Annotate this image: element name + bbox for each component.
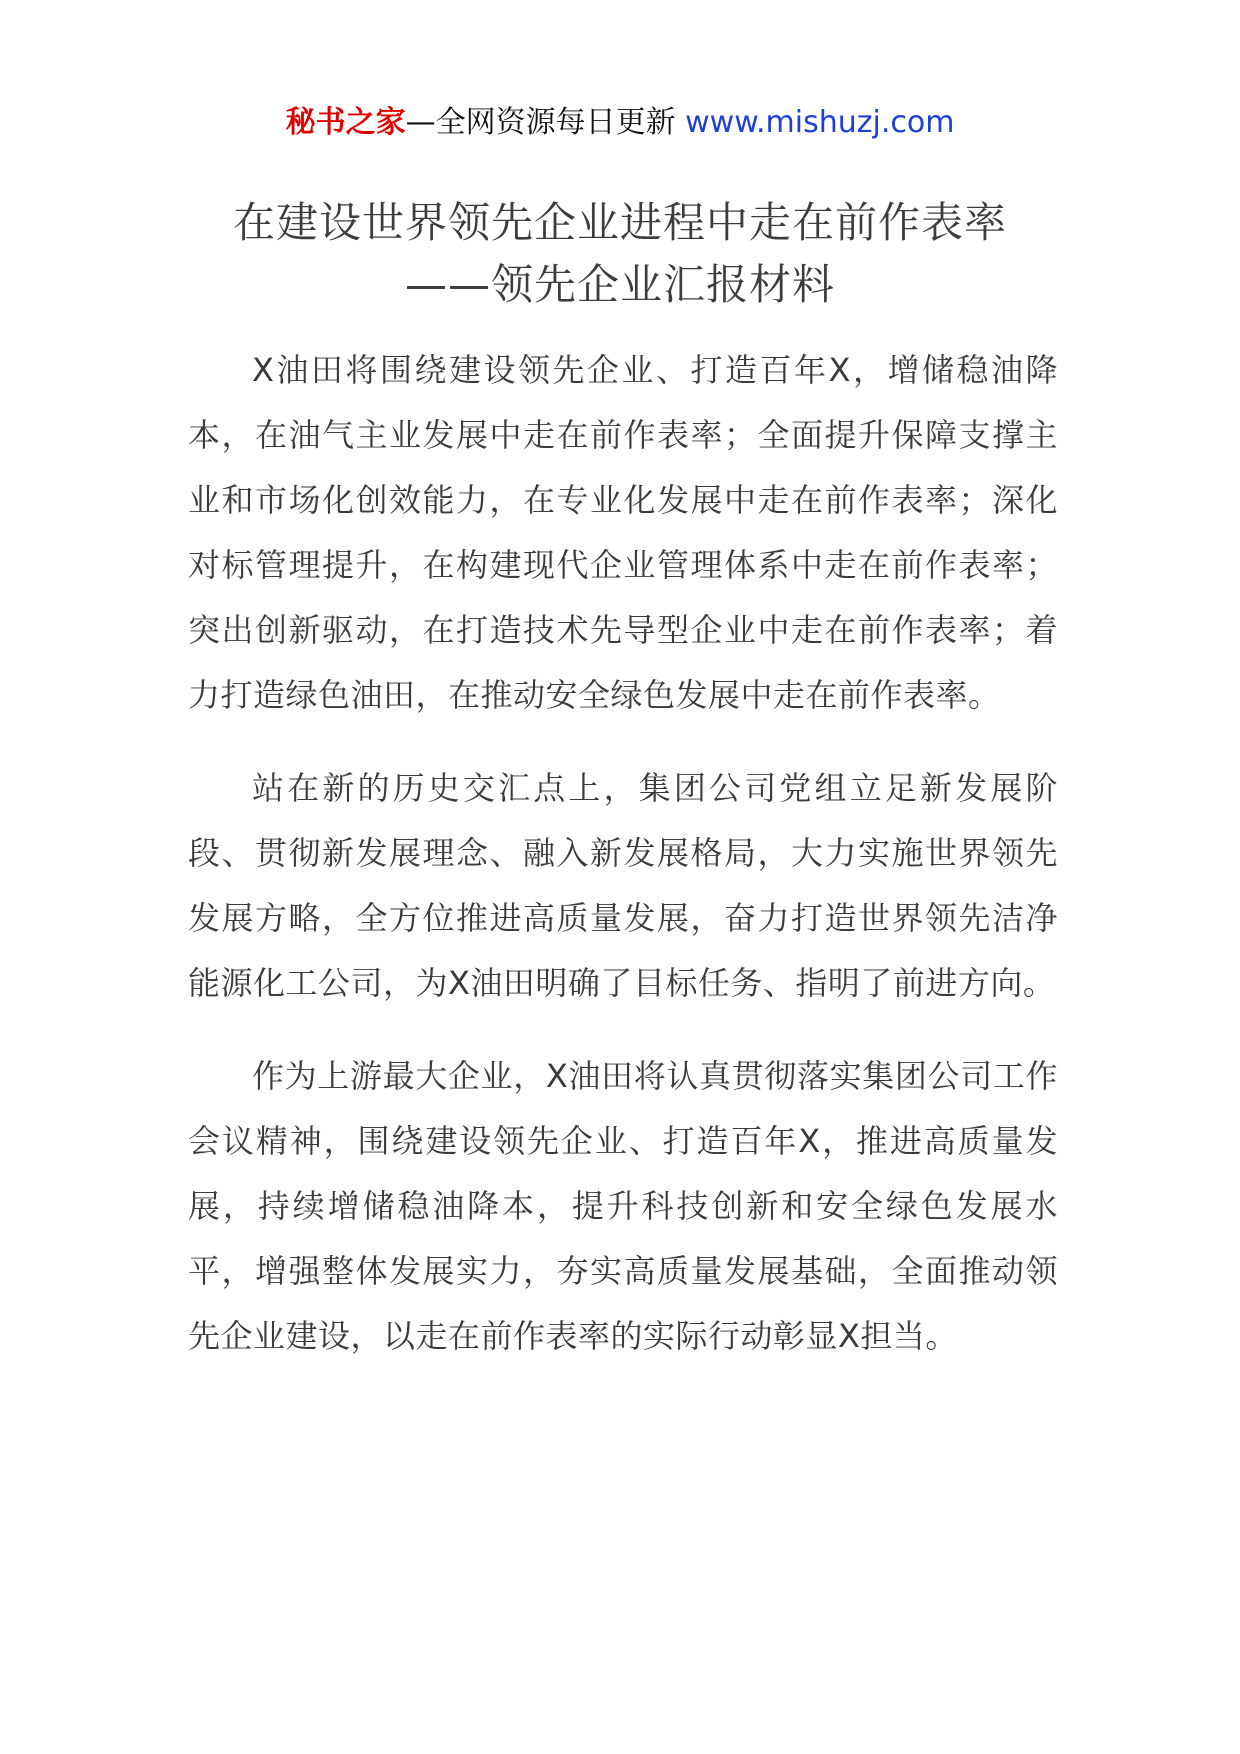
paragraph-1: X油田将围绕建设领先企业、打造百年X，增储稳油降本，在油气主业发展中走在前作表率；全面提升保障支撑主业和市场化创效能力，在专业化发展中走在前作表率；深化对标管理提升，在构建现代企业管理体系中走在前作表率；突出创新驱动，在打造技术先导型企业中走在前作表率；着力打造绿色油田，在推动安全绿色发展中走在前作表率。: [188, 351, 1058, 714]
document-body: [188, 338, 1058, 1397]
paragraph-2: 站在新的历史交汇点上，集团公司党组立足新发展阶段、贯彻新发展理念、融入新发展格局，大力实施世界领先发展方略，全方位推进高质量发展，奋力打造世界领先洁净能源化工公司，为X油田明确了目标任务、指明了前进方向。: [188, 769, 1058, 1002]
paragraph-3: 作为上游最大企业，X油田将认真贯彻落实集团公司工作会议精神，围绕建设领先企业、打造百年X，推进高质量发展，持续增储稳油降本，提升科技创新和安全绿色发展水平，增强整体发展实力，夯实高质量发展基础，全面推动领先企业建设，以走在前作表率的实际行动彰显X担当。: [188, 1057, 1058, 1355]
document-title: [0, 192, 1240, 316]
site-header: [0, 100, 1240, 146]
site-url-link[interactable]: www.mishuzj.com: [685, 105, 955, 140]
header-tagline: —全网资源每日更新: [405, 105, 676, 140]
title-subtitle: ——领先企业汇报材料: [404, 260, 835, 309]
brand-name: 秘书之家: [285, 105, 406, 140]
title-main: 在建设世界领先企业进程中走在前作表率: [232, 198, 1007, 247]
